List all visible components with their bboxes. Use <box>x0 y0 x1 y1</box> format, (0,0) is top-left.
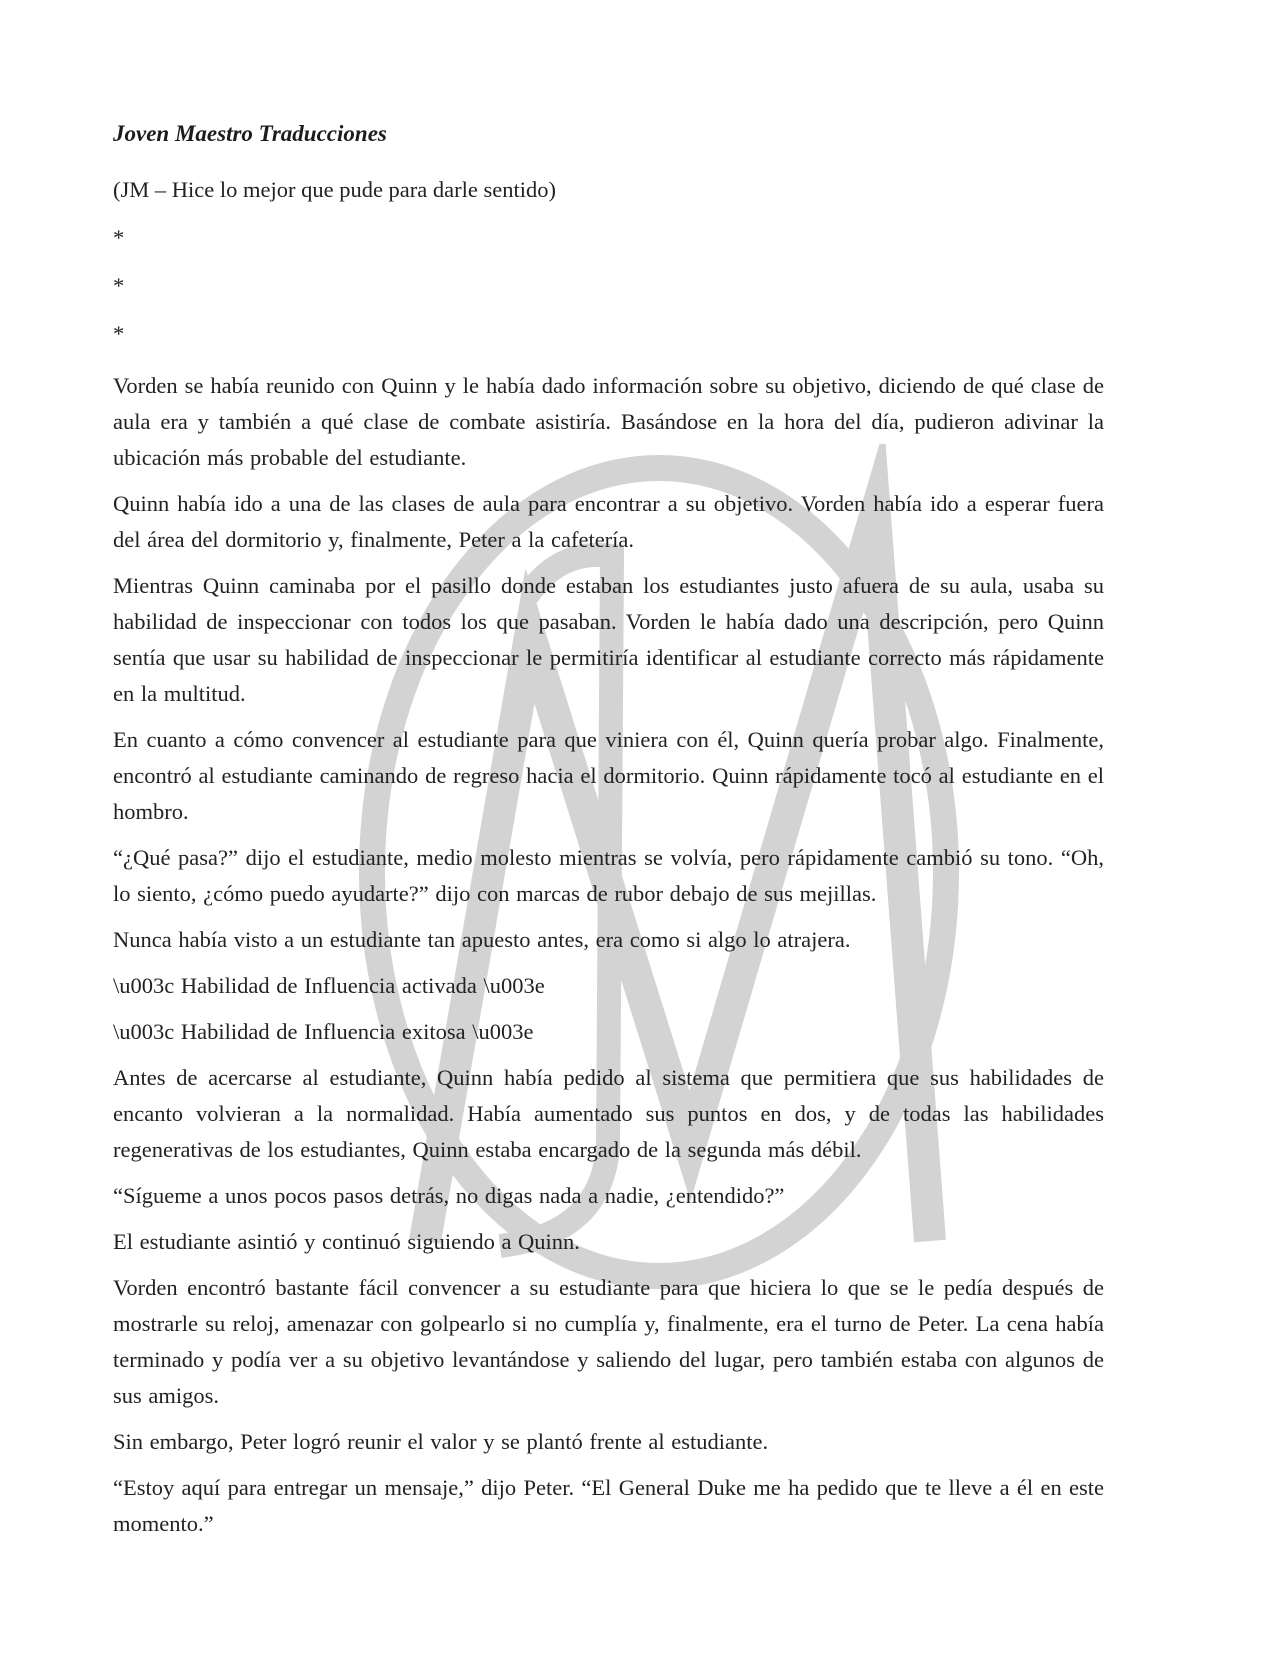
paragraph: Quinn había ido a una de las clases de aula para encontrar a su objetivo. Vorden había ido a esperar fuera del área del dormitorio y, finalmente, Peter a la cafetería. <box>113 491 1104 552</box>
paragraph: Mientras Quinn caminaba por el pasillo donde estaban los estudiantes justo afuera de su aula, usaba su habilidad de inspeccionar con todos los que pasaban. Vorden le había dado una descripción, pero Quinn sentía que usar su habilidad de inspeccionar le permitiría identificar al estudiante correcto más rápidamente en la multitud. <box>113 573 1104 706</box>
paragraph: Vorden se había reunido con Quinn y le había dado información sobre su objetivo, diciendo de qué clase de aula era y también a qué clase de combate asistiría. Basándose en la hora del día, pudieron adivinar la ubicación más probable del estudiante. <box>113 373 1104 470</box>
paragraph: Sin embargo, Peter logró reunir el valor y se plantó frente al estudiante. <box>113 1429 769 1454</box>
paragraph: “Estoy aquí para entregar un mensaje,” dijo Peter. “El General Duke me ha pedido que te lleve a él en este momento.” <box>113 1475 1104 1536</box>
separator-asterisk: * <box>113 273 125 298</box>
paragraph: Vorden encontró bastante fácil convencer a su estudiante para que hiciera lo que se le pedía después de mostrarle su reloj, amenazar con golpearlo si no cumplía y, finalmente, era el turno de Peter. La cena había terminado y podía ver a su objetivo levantándose y saliendo del lugar, pero también estaba con algunos de sus amigos. <box>113 1275 1104 1408</box>
paragraph: En cuanto a cómo convencer al estudiante para que viniera con él, Quinn quería probar algo. Finalmente, encontró al estudiante caminando de regreso hacia el dormitorio. Quinn rápidamente tocó al estudiante en el hombro. <box>113 727 1104 824</box>
paragraph: “Sígueme a unos pocos pasos detrás, no digas nada a nadie, ¿entendido?” <box>113 1183 785 1208</box>
paragraph: Nunca había visto a un estudiante tan apuesto antes, era como si algo lo atrajera. <box>113 927 851 952</box>
translator-note: (JM – Hice lo mejor que pude para darle sentido) <box>113 177 556 202</box>
paragraph: “¿Qué pasa?” dijo el estudiante, medio molesto mientras se volvía, pero rápidamente cambió su tono. “Oh, lo siento, ¿cómo puedo ayudarte?” dijo con marcas de rubor debajo de sus mejillas. <box>113 845 1104 906</box>
paragraph-system-message: \u003c Habilidad de Influencia exitosa \u003e <box>113 1019 534 1044</box>
paragraph: Antes de acercarse al estudiante, Quinn había pedido al sistema que permitiera que sus habilidades de encanto volvieran a la normalidad. Había aumentado sus puntos en dos, y de todas las habilidades regenerativas de los estudiantes, Quinn estaba encargado de la segunda más débil. <box>113 1065 1104 1162</box>
paragraph: El estudiante asintió y continuó siguiendo a Quinn. <box>113 1229 580 1254</box>
separator-asterisk: * <box>113 225 125 250</box>
separator-asterisk: * <box>113 321 125 346</box>
paragraph-system-message: \u003c Habilidad de Influencia activada \u003e <box>113 973 545 998</box>
page-title: Joven Maestro Traducciones <box>113 121 387 146</box>
